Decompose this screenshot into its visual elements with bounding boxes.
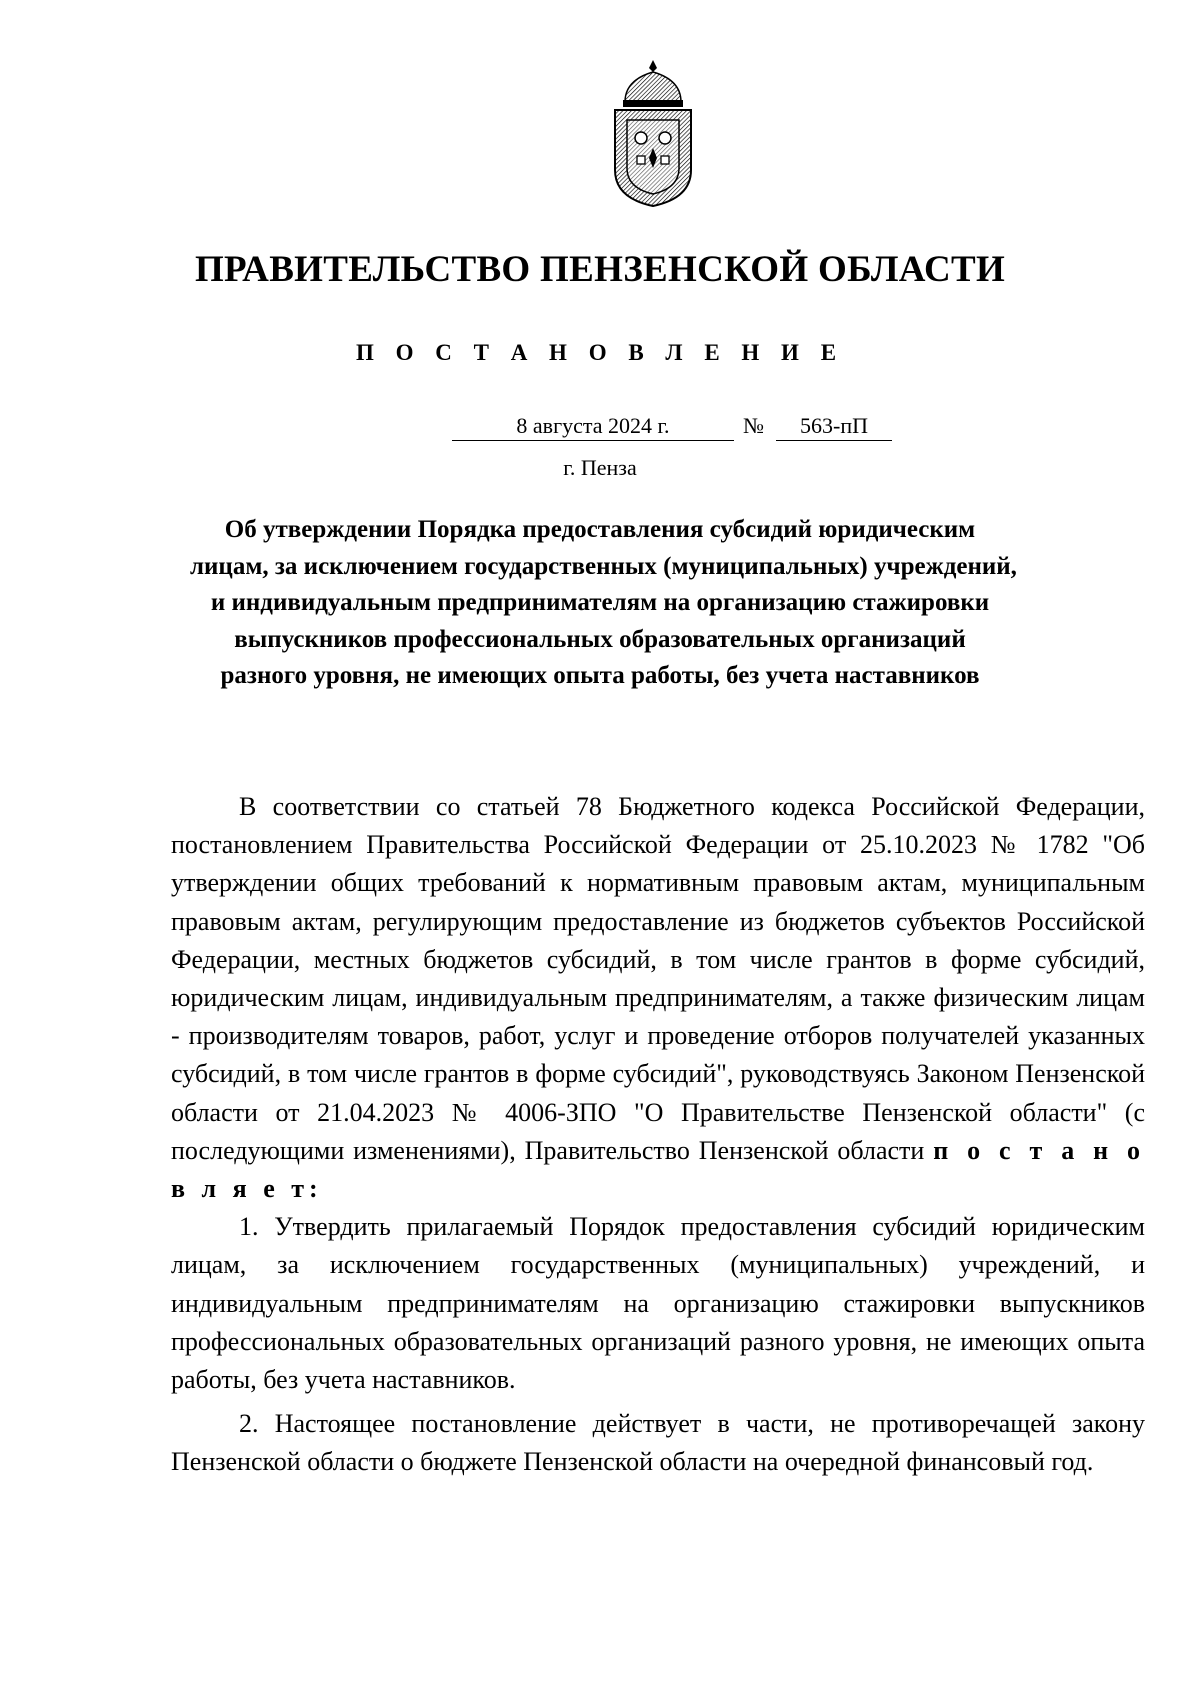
- item-1-paragraph: 1. Утвердить прилагаемый Порядок предоставления субсидий юридическим лицам, за исключением государственных (муниципальных) учреждений, и индивидуальным предпринимателям на организацию стажировки выпускников профессиональных образовательных организаций разного уровня, не имеющих опыта работы, без учета наставников.: [171, 1212, 1145, 1395]
- document-number: 563-пП: [776, 412, 892, 441]
- preamble-text: В соответствии со статьей 78 Бюджетного кодекса Российской Федерации, постановлением Правительства Российской Федерации от 25.10.2023 № 1782 "Об утверждении общих требований к нормативным правовым актам, муниципальным правовым актам, регулирующим предоставление из бюджетов субъектов Российской Федерации, местных бюджетов субсидий, в том числе грантов в форме субсидий, юридическим лицам, индивидуальным предпринимателям, а также физическим лицам - производителям товаров, работ, услуг и проведение отборов получателей указанных субсидий, в том числе грантов в форме субсидий", руководствуясь Законом Пензенской области от 21.04.2023 № 4006-ЗПО "О Правительстве Пензенской области" (с последующими изменениями), Правительство Пензенской области: [171, 792, 1145, 1165]
- subject-line: выпускников профессиональных образовательных организаций: [234, 625, 966, 653]
- subject-line: лицам, за исключением государственных (муниципальных) учреждений,: [190, 552, 1017, 580]
- document-type: П О С Т А Н О В Л Е Н И Е: [355, 340, 845, 365]
- subject-line: разного уровня, не имеющих опыта работы, без учета наставников: [220, 662, 980, 689]
- number-sign: №: [743, 413, 764, 438]
- coat-of-arms-emblem: [603, 58, 703, 208]
- government-title: ПРАВИТЕЛЬСТВО ПЕНЗЕНСКОЙ ОБЛАСТИ: [194, 249, 1006, 290]
- document-body: [171, 788, 1145, 1482]
- subject-line: Об утверждении Порядка предоставления субсидий юридическим: [224, 516, 976, 543]
- document-city: г. Пенза: [563, 455, 637, 480]
- preamble-paragraph: [171, 788, 1145, 1208]
- item-2-paragraph: 2. Настоящее постановление действует в части, не противоречащей закону Пензенской области о бюджете Пензенской области на очередной финансовый год.: [171, 1409, 1145, 1477]
- document-subject: [190, 512, 1017, 695]
- document-date: 8 августа 2024 г.: [452, 412, 734, 441]
- resolves-word: п о с т а н о в л я е т:: [171, 1135, 1145, 1204]
- subject-line: и индивидуальным предпринимателям на организацию стажировки: [210, 589, 990, 616]
